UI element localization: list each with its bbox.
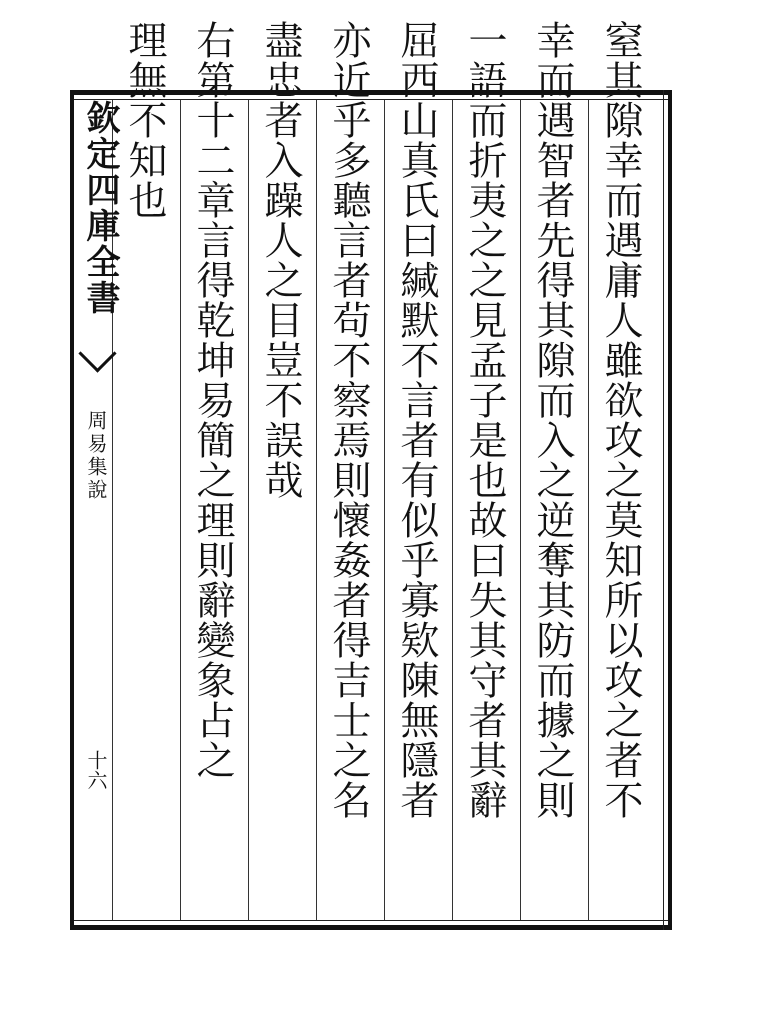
frame-right-inner-border (663, 90, 664, 930)
text-column-8: 理無不知也 (122, 20, 167, 220)
column-rule (180, 100, 181, 920)
margin-strip (74, 100, 120, 920)
column-rule (248, 100, 249, 920)
collection-title: 欽定四庫全書 (80, 100, 120, 316)
column-rule (384, 100, 385, 920)
text-column-4: 屈西山真氏曰緘默不言者有似乎寡欵陳無隱者 (394, 20, 439, 820)
page-number: 十六 (84, 750, 108, 790)
text-column-5: 亦近乎多聽言者茍不察焉則懷姦者得吉士之名 (326, 20, 371, 820)
column-rule (316, 100, 317, 920)
column-rule (520, 100, 521, 920)
column-rule (588, 100, 589, 920)
fishtail-mark-icon (78, 334, 116, 372)
text-column-7: 右第十二章言得乾坤易簡之理則辭變象占之 (190, 20, 235, 780)
text-column-3: 一語而折夷之之見孟子是也故曰失其守者其辭 (462, 20, 507, 820)
text-column-6: 盡忠者入躁人之目豈不誤哉 (258, 20, 303, 500)
book-title: 周易集說 (84, 410, 108, 502)
frame-right-border (668, 90, 672, 930)
text-column-2: 幸而遇智者先得其隙而入之逆奪其防而據之則 (530, 20, 575, 820)
column-rule (452, 100, 453, 920)
text-column-1: 窒其隙幸而遇庸人雖欲攻之莫知所以攻之者不 (598, 20, 643, 820)
